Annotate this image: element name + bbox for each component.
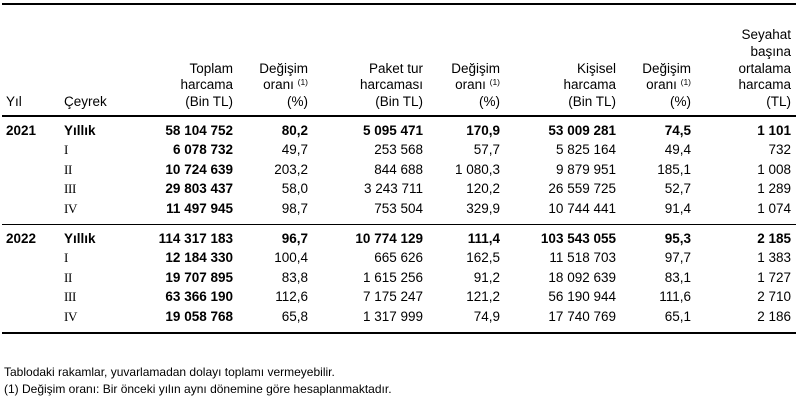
cell-paket: 1 317 999 [362,308,423,324]
cell-degisim-paket: 120,2 [466,181,500,197]
cell-toplam: 11 497 945 [166,200,233,216]
header-seyahat [738,27,791,111]
cell-toplam: 12 184 330 [165,250,233,266]
cell-degisim-paket: 329,9 [466,200,500,216]
header-degisim-1-line3: (%) [287,94,308,110]
cell-toplam: 19 058 768 [165,308,233,324]
cell-toplam: 6 078 732 [172,142,233,158]
cell-paket: 7 175 247 [362,289,423,305]
header-degisim-2-line2 [451,77,500,94]
cell-degisim-toplam: 83,8 [281,269,308,285]
header-kisisel-line3: (Bin TL) [568,94,616,110]
header-degisim-3-line3: (%) [670,94,691,110]
cell-kisisel: 17 740 769 [548,308,616,324]
cell-degisim-paket: 170,9 [466,123,500,138]
cell-seyahat: 1 008 [757,161,791,177]
footnote-marker: (1) [489,77,500,88]
cell-ceyrek: I [64,142,69,158]
header-paket-line3: (Bin TL) [375,94,423,110]
cell-seyahat: 732 [768,142,791,158]
cell-toplam: 29 803 437 [165,181,233,197]
cell-ceyrek: IV [64,308,78,324]
cell-paket: 844 688 [374,161,423,177]
header-degisim-3-line1: Değişim [642,60,691,76]
header-seyahat-line4: harcama [738,77,791,93]
cell-degisim-kisisel: 52,7 [664,181,691,197]
cell-yil: 2021 [6,123,37,138]
cell-ceyrek: Yıllık [64,230,96,246]
cell-kisisel: 26 559 725 [548,181,616,197]
cell-ceyrek: II [64,269,73,285]
cell-seyahat: 1 727 [757,269,791,285]
header-seyahat-line5: (TL) [766,94,791,110]
note-rounding: Tablodaki rakamlar, yuvarlamadan dolayı toplamı vermeyebilir. [4,365,335,379]
cell-paket: 10 774 129 [355,230,423,246]
cell-kisisel: 53 009 281 [548,123,616,138]
cell-degisim-paket: 91,2 [473,269,500,285]
table-bottom-rule [2,332,796,334]
header-degisim-3-line2 [642,77,691,94]
cell-degisim-paket: 162,5 [466,250,500,266]
quarter-row [2,249,796,268]
cell-degisim-kisisel: 185,1 [657,161,691,177]
cell-degisim-kisisel: 83,1 [664,269,691,285]
cell-ceyrek: I [64,250,69,266]
header-degisim-3-word: oranı [646,77,677,93]
quarter-row [2,308,796,327]
cell-degisim-toplam: 112,6 [275,289,308,305]
annual-row [2,230,796,249]
quarter-row [2,180,796,199]
data-table [2,3,796,334]
cell-degisim-kisisel: 49,4 [664,142,691,158]
header-toplam [180,61,233,111]
year-group [2,117,796,224]
cell-kisisel: 103 543 055 [540,230,616,246]
cell-yil: 2022 [6,230,37,246]
cell-toplam: 63 366 190 [165,289,233,305]
header-paket-line1: Paket tur [368,60,423,76]
header-degisim-1 [259,61,308,111]
header-paket [360,61,423,111]
annual-row [2,122,796,141]
cell-degisim-toplam: 98,7 [281,200,308,216]
cell-seyahat: 1 101 [757,123,791,138]
header-seyahat-line1: Seyahat [741,27,791,43]
cell-degisim-kisisel: 74,5 [664,123,691,138]
cell-degisim-kisisel: 91,4 [664,200,691,216]
cell-degisim-kisisel: 111,6 [659,289,691,305]
cell-ceyrek: Yıllık [64,123,96,138]
cell-degisim-paket: 1 080,3 [454,161,500,177]
cell-kisisel: 9 879 951 [555,161,616,177]
header-seyahat-line2: başına [750,43,791,59]
cell-toplam: 114 317 183 [158,230,233,246]
footnote-marker: (1) [680,77,691,88]
cell-degisim-paket: 121,2 [466,289,500,305]
cell-seyahat: 1 074 [757,200,791,216]
cell-seyahat: 2 710 [757,289,791,305]
cell-toplam: 58 104 752 [165,123,233,138]
header-degisim-2 [451,61,500,111]
cell-degisim-paket: 111,4 [467,230,500,246]
cell-degisim-kisisel: 95,3 [664,230,691,246]
header-degisim-3 [642,61,691,111]
footnote-marker: (1) [297,77,308,88]
cell-kisisel: 18 092 639 [548,269,616,285]
header-toplam-line2: harcama [180,77,233,93]
cell-kisisel: 5 825 164 [555,142,616,158]
header-degisim-1-line2 [259,77,308,94]
cell-degisim-paket: 57,7 [473,142,500,158]
quarter-row [2,269,796,288]
table-header [2,5,796,115]
table-body [2,117,796,332]
table-notes [4,364,392,398]
cell-degisim-toplam: 58,0 [281,181,308,197]
cell-degisim-toplam: 203,2 [274,161,308,177]
cell-degisim-toplam: 49,7 [281,142,308,158]
header-paket-line2: harcaması [359,77,423,93]
cell-ceyrek: IV [64,200,78,216]
note-footnote: (1) Değişim oranı: Bir önceki yılın aynı dönemine göre hesaplanmaktadır. [4,382,392,396]
header-toplam-line1: Toplam [189,60,233,76]
header-ceyrek: Çeyrek [64,94,107,110]
cell-ceyrek: III [64,181,77,197]
cell-ceyrek: III [64,289,77,305]
cell-paket: 3 243 711 [363,181,423,197]
quarter-row [2,161,796,180]
header-yil: Yıl [6,94,22,110]
cell-degisim-kisisel: 65,1 [664,308,691,324]
cell-degisim-toplam: 80,2 [281,123,308,138]
cell-kisisel: 56 190 944 [548,289,616,305]
quarter-row [2,200,796,219]
header-degisim-1-line1: Değişim [259,60,308,76]
cell-paket: 665 626 [374,250,423,266]
cell-paket: 253 568 [374,142,423,158]
cell-seyahat: 1 289 [757,181,791,197]
header-kisisel-line2: harcama [563,77,616,93]
year-group [2,225,796,332]
header-degisim-1-word: oranı [263,77,294,93]
cell-kisisel: 11 518 703 [549,250,616,266]
cell-toplam: 19 707 895 [165,269,233,285]
header-kisisel-line1: Kişisel [576,60,616,76]
header-kisisel [563,61,616,111]
cell-paket: 5 095 471 [362,123,423,138]
header-toplam-line3: (Bin TL) [185,94,233,110]
cell-seyahat: 2 186 [757,308,791,324]
cell-paket: 753 504 [374,200,423,216]
cell-seyahat: 2 185 [757,230,791,246]
header-degisim-2-line1: Değişim [451,60,500,76]
header-degisim-2-line3: (%) [479,94,500,110]
cell-seyahat: 1 383 [757,250,791,266]
cell-paket: 1 615 256 [362,269,423,285]
cell-degisim-toplam: 100,4 [274,250,308,266]
cell-ceyrek: II [64,161,73,177]
header-seyahat-line3: ortalama [738,60,791,76]
cell-degisim-toplam: 96,7 [281,230,308,246]
cell-kisisel: 10 744 441 [548,200,616,216]
cell-degisim-kisisel: 97,7 [664,250,691,266]
header-degisim-2-word: oranı [455,77,486,93]
quarter-row [2,288,796,307]
cell-toplam: 10 724 639 [165,161,233,177]
cell-degisim-paket: 74,9 [473,308,500,324]
quarter-row [2,141,796,160]
cell-degisim-toplam: 65,8 [281,308,308,324]
